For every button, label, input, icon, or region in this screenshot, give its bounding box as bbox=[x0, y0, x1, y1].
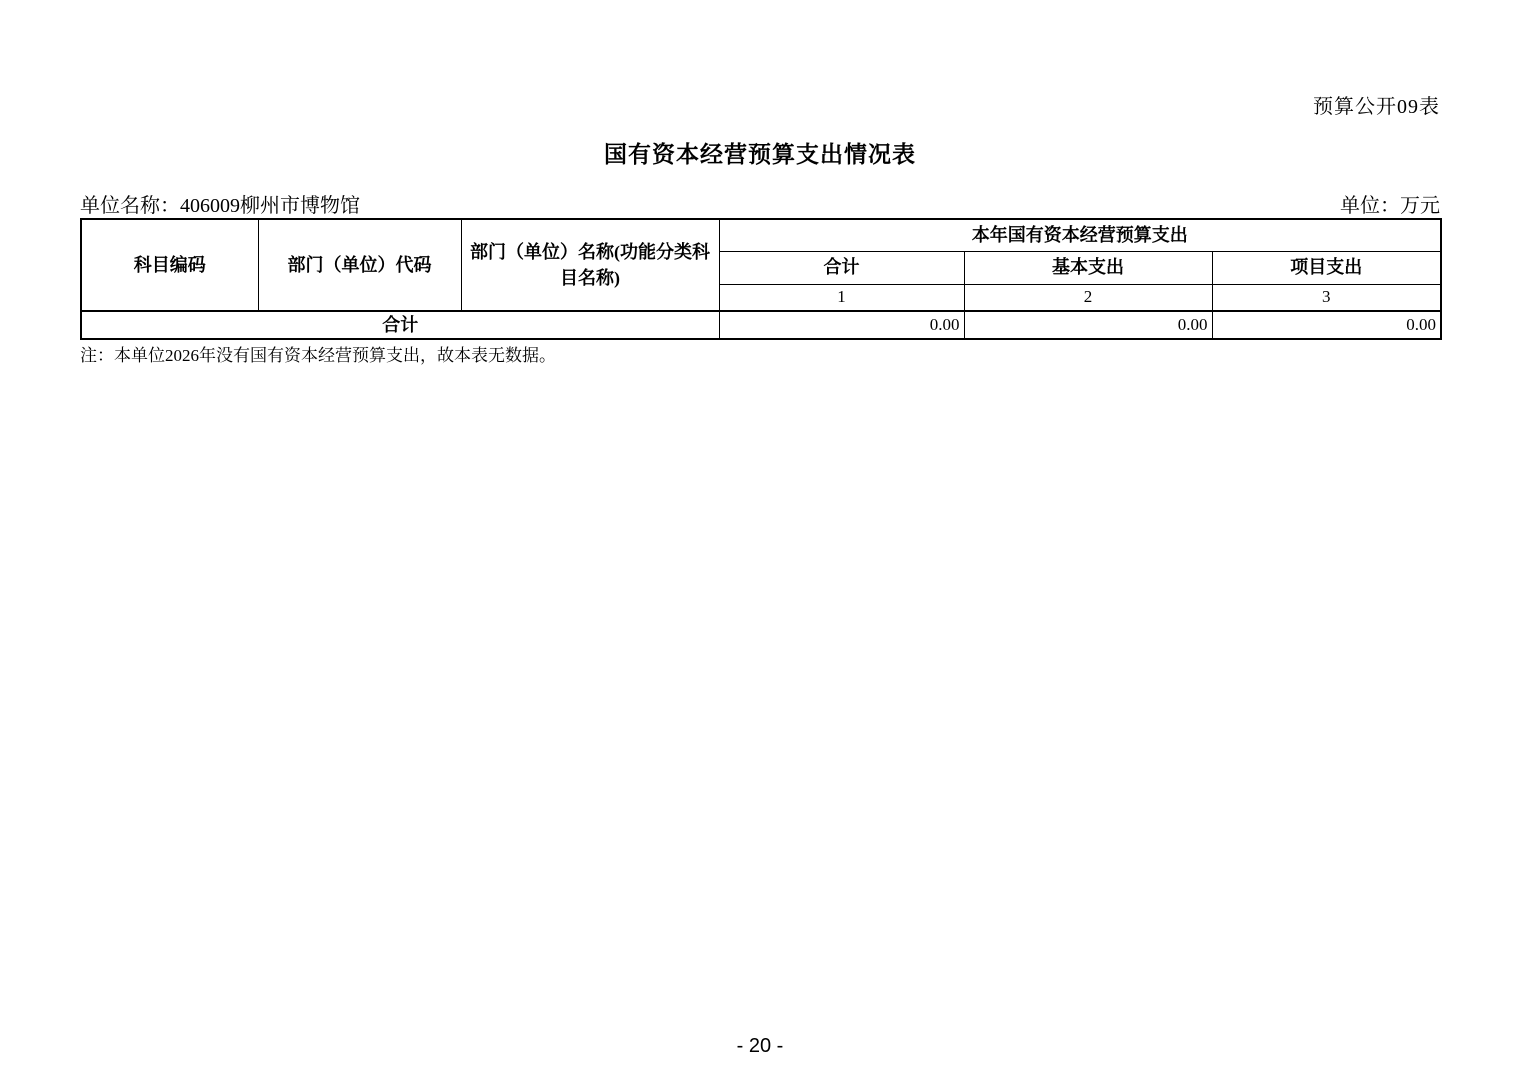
row-label-total: 合计 bbox=[81, 311, 719, 339]
table-row-total bbox=[81, 311, 1441, 339]
page-title: 国有资本经营预算支出情况表 bbox=[604, 142, 916, 167]
col-header-subject-code: 科目编码 bbox=[81, 219, 258, 311]
cell-project-value: 0.00 bbox=[1212, 311, 1441, 339]
col-header-basic-expenditure: 基本支出 bbox=[964, 251, 1212, 284]
meta-row bbox=[80, 189, 1440, 218]
unit-name-label: 单位名称：406009柳州市博物馆 bbox=[80, 195, 360, 217]
col-index-basic: 2 bbox=[964, 284, 1212, 311]
footnote: 注：本单位2026年没有国有资本经营预算支出，故本表无数据。 bbox=[80, 346, 556, 365]
header-row-group bbox=[81, 219, 1441, 251]
budget-expenditure-table bbox=[80, 218, 1442, 340]
col-group-current-year-expenditure: 本年国有资本经营预算支出 bbox=[719, 219, 1441, 251]
col-header-dept-code: 部门（单位）代码 bbox=[258, 219, 461, 311]
form-number-label: 预算公开09表 bbox=[1313, 96, 1440, 118]
col-index-total: 1 bbox=[719, 284, 964, 311]
col-header-project-expenditure: 项目支出 bbox=[1212, 251, 1441, 284]
col-header-total: 合计 bbox=[719, 251, 964, 284]
col-header-dept-name: 部门（单位）名称(功能分类科目名称) bbox=[461, 219, 719, 311]
currency-unit-label: 单位：万元 bbox=[1340, 195, 1440, 217]
col-index-project: 3 bbox=[1212, 284, 1441, 311]
cell-basic-value: 0.00 bbox=[964, 311, 1212, 339]
cell-total-value: 0.00 bbox=[719, 311, 964, 339]
page-number: - 20 - bbox=[736, 1035, 784, 1057]
